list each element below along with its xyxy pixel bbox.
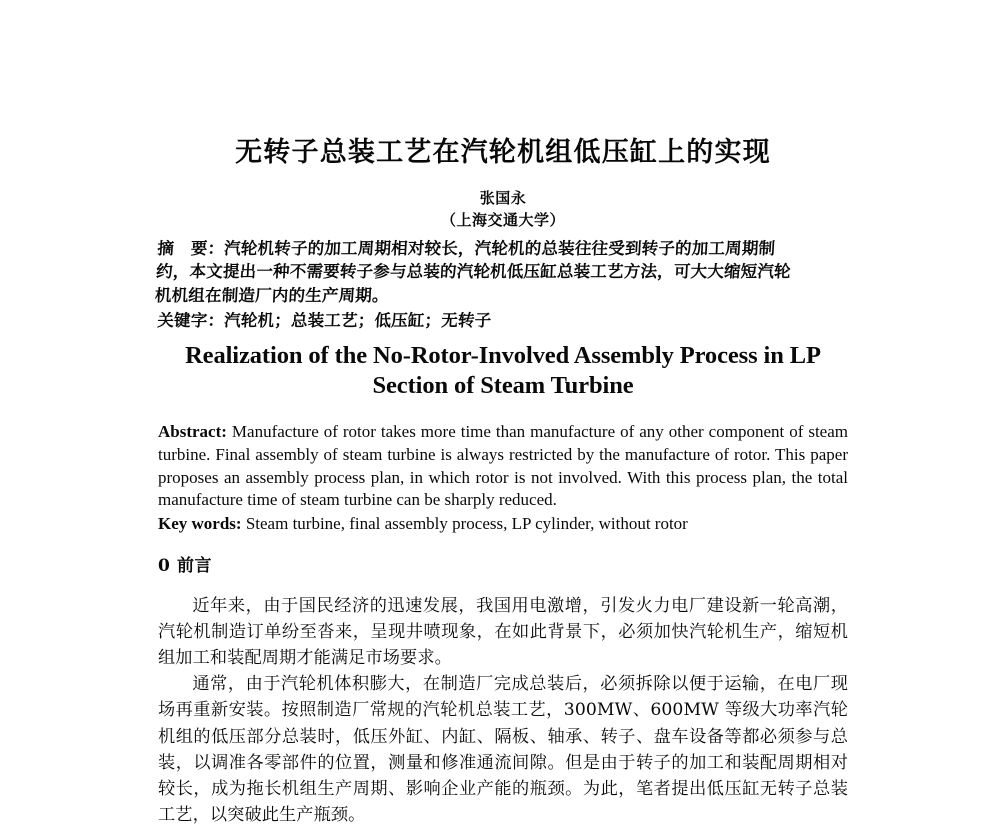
- page-title-chinese: 无转子总装工艺在汽轮机组低压缸上的实现: [235, 137, 771, 168]
- abstract-english-label: Abstract:: [158, 422, 227, 442]
- abstract-chinese: [154, 237, 848, 307]
- keywords-english-body: Steam turbine, final assembly process, LP cylinder, without rotor: [241, 514, 688, 534]
- abstract-english-body: Manufacture of rotor takes more time than manufacture of any other component of steam turbine. Final assembly of steam turbine is always restricted by the manufacture of rotor. This paper proposes an assembly process plan, in which rotor is not involved. With this process plan, the total manufacture time of steam turbine can be sharply reduced.: [158, 422, 848, 510]
- body-paragraph: 近年来，由于国民经济的迅速发展，我国用电激增，引发火力电厂建设新一轮高潮，汽轮机制造订单纷至沓来，呈现井喷现象，在如此背景下，必须加快汽轮机生产，缩短机组加工和装配周期才能满足市场要求。: [158, 595, 848, 669]
- abstract-chinese-line-2: 约，本文提出一种不需要转子参与总装的汽轮机低压缸总装工艺方法，可大大缩短汽轮: [155, 262, 792, 282]
- section-heading-introduction: 0 前言: [158, 555, 213, 576]
- body-paragraph: 通常，由于汽轮机体积膨大，在制造厂完成总装后，必须拆除以便于运输，在电厂现场再重新安装。按照制造厂常规的汽轮机总装工艺，300MW、600MW 等级大功率汽轮机组的低压部分总装时，低压外缸、内缸、隔板、轴承、转子、盘车设备等都必须参与总装，以调准各零部件的位置，测量和修准通流间隙。但是由于转子的加工和装配周期相对较长，成为拖长机组生产周期、影响企业产能的瓶颈。为此，笔者提出低压缸无转子总装工艺，以突破此生产瓶颈。: [158, 674, 848, 826]
- page-title-english: [158, 341, 848, 401]
- abstract-english: [158, 421, 848, 512]
- section-body-introduction: [158, 593, 848, 828]
- page-title-english-line-2: Section of Steam Turbine: [372, 371, 634, 399]
- keywords-english: [158, 513, 848, 536]
- page-title-english-line-1: Realization of the No-Rotor-Involved Assembly Process in LP: [185, 342, 821, 370]
- page-content-column: [154, 0, 848, 828]
- abstract-chinese-line-1: 摘 要：汽轮机转子的加工周期相对较长，汽轮机的总装往往受到转子的加工周期制: [156, 239, 776, 259]
- author-name: 张国永: [479, 188, 527, 207]
- abstract-chinese-line-3: 机机组在制造厂内的生产周期。: [154, 286, 390, 306]
- author-affiliation: （上海交通大学）: [440, 210, 565, 229]
- keywords-english-label: Key words:: [158, 514, 242, 534]
- keywords-chinese: 关键字：汽轮机；总装工艺；低压缸；无转子: [156, 310, 492, 330]
